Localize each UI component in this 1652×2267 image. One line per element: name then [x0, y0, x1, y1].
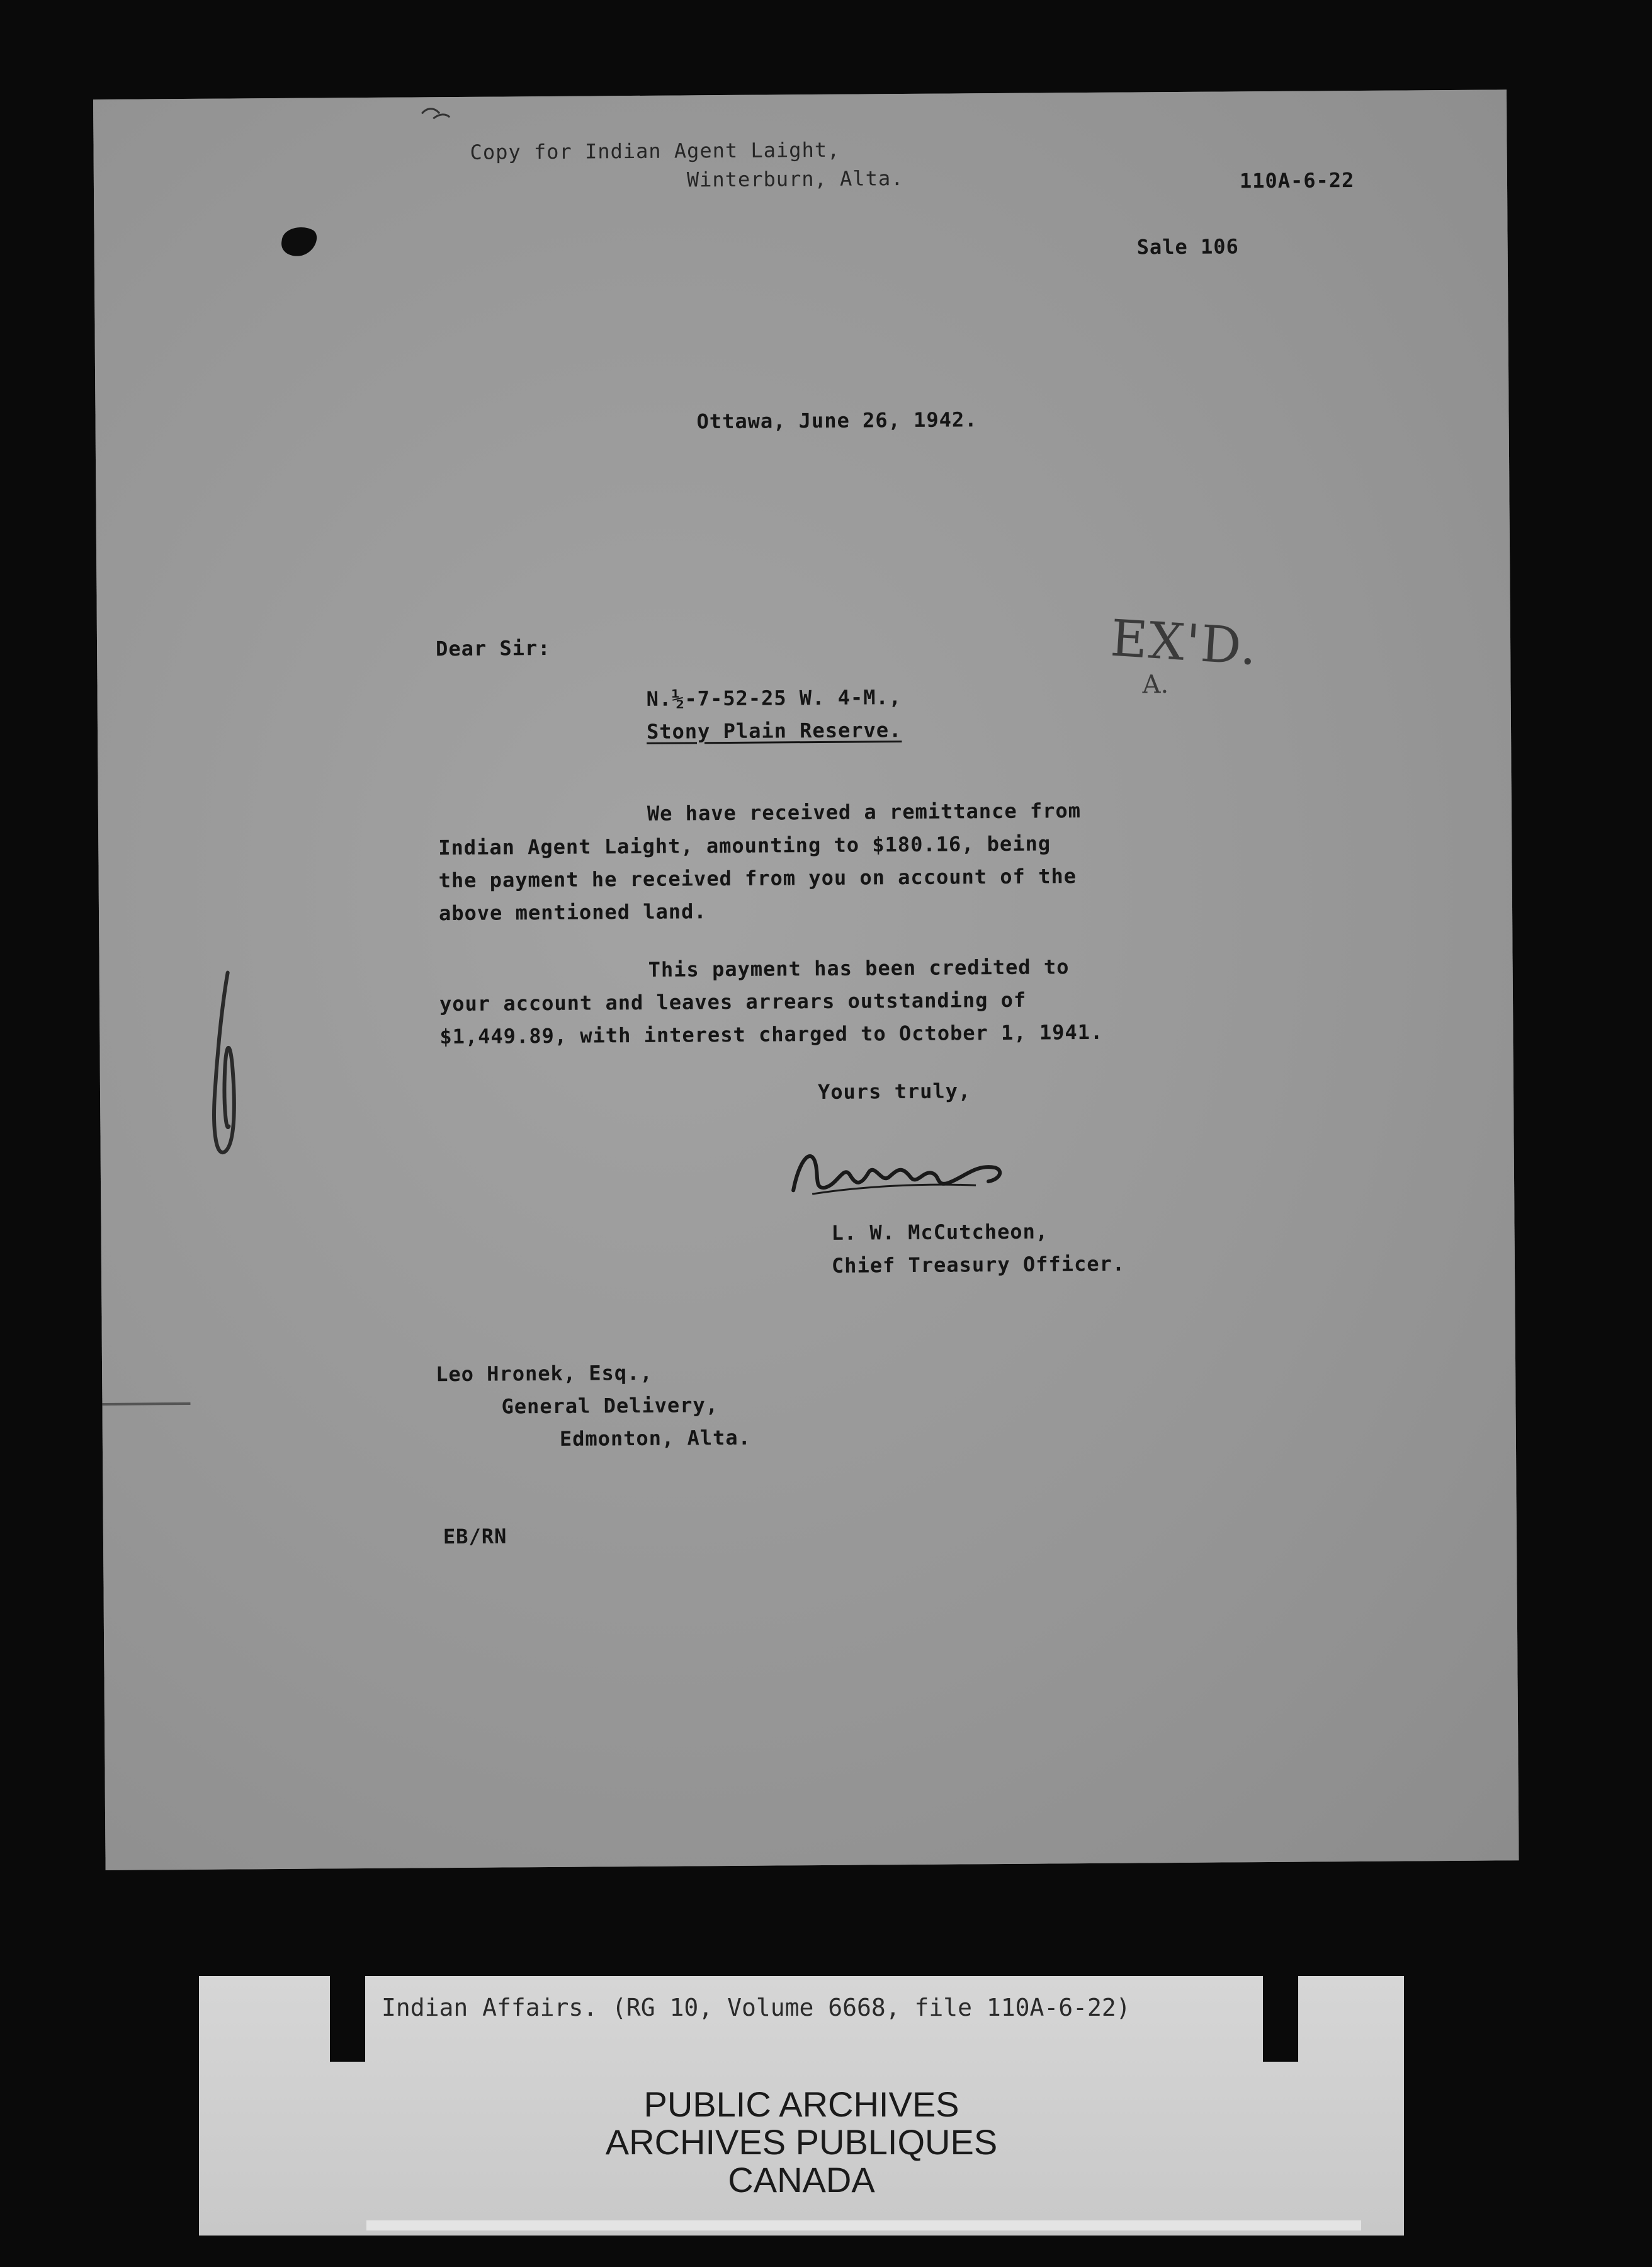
addressee-line-3: Edmonton, Alta. — [559, 1425, 751, 1451]
paragraph-1-line-4: above mentioned land. — [438, 899, 707, 926]
paperclip-mark-icon — [203, 969, 248, 1164]
signature-icon — [786, 1132, 1014, 1203]
label-bottom-strip — [366, 2220, 1361, 2230]
letter-sheet — [93, 89, 1519, 1870]
paragraph-2-line-1: This payment has been credited to — [648, 955, 1070, 982]
copy-line-2: Winterburn, Alta. — [686, 166, 904, 192]
signer-title: Chief Treasury Officer. — [831, 1251, 1126, 1278]
pencil-mark-icon — [421, 105, 452, 123]
file-reference: 110A-6-22 — [1239, 168, 1355, 193]
subject-line-2: Stony Plain Reserve. — [646, 718, 902, 744]
archive-name-french: ARCHIVES PUBLIQUES — [605, 2122, 998, 2162]
paragraph-1-line-3: the payment he received from you on account of the — [438, 864, 1077, 893]
signer-name: L. W. McCutcheon, — [831, 1219, 1049, 1245]
sale-reference: Sale 106 — [1136, 234, 1239, 259]
label-tab-left — [330, 1976, 365, 2062]
archive-label — [199, 1976, 1404, 2236]
punch-hole-icon — [276, 221, 320, 259]
date-line: Ottawa, June 26, 1942. — [696, 407, 978, 434]
paragraph-2-line-3: $1,449.89, with interest charged to October 1, 1941. — [439, 1020, 1104, 1049]
subject-line-1: N.½-7-52-25 W. 4-M., — [646, 685, 902, 711]
paragraph-1-line-1: We have received a remittance from — [647, 798, 1082, 826]
archive-country: CANADA — [728, 2160, 875, 2200]
salutation: Dear Sir: — [435, 635, 551, 661]
archive-reference: Indian Affairs. (RG 10, Volume 6668, file 110A-6-22) — [382, 1994, 1131, 2021]
copy-line-1: Copy for Indian Agent Laight, — [470, 137, 840, 164]
paragraph-1-line-2: Indian Agent Laight, amounting to $180.16, being — [438, 831, 1051, 860]
archive-name-english: PUBLIC ARCHIVES — [643, 2084, 959, 2124]
typist-initials: EB/RN — [443, 1524, 507, 1549]
addressee-line-2: General Delivery, — [501, 1393, 719, 1419]
paragraph-2-line-2: your account and leaves arrears outstanding of — [439, 987, 1027, 1016]
addressee-line-1: Leo Hronek, Esq., — [436, 1360, 653, 1387]
examined-stamp: EX'D. — [1109, 608, 1260, 677]
label-tab-right — [1263, 1976, 1298, 2062]
left-edge-tick — [102, 1402, 190, 1406]
closing: Yours truly, — [817, 1079, 971, 1105]
examined-stamp-initial: A. — [1142, 670, 1169, 700]
